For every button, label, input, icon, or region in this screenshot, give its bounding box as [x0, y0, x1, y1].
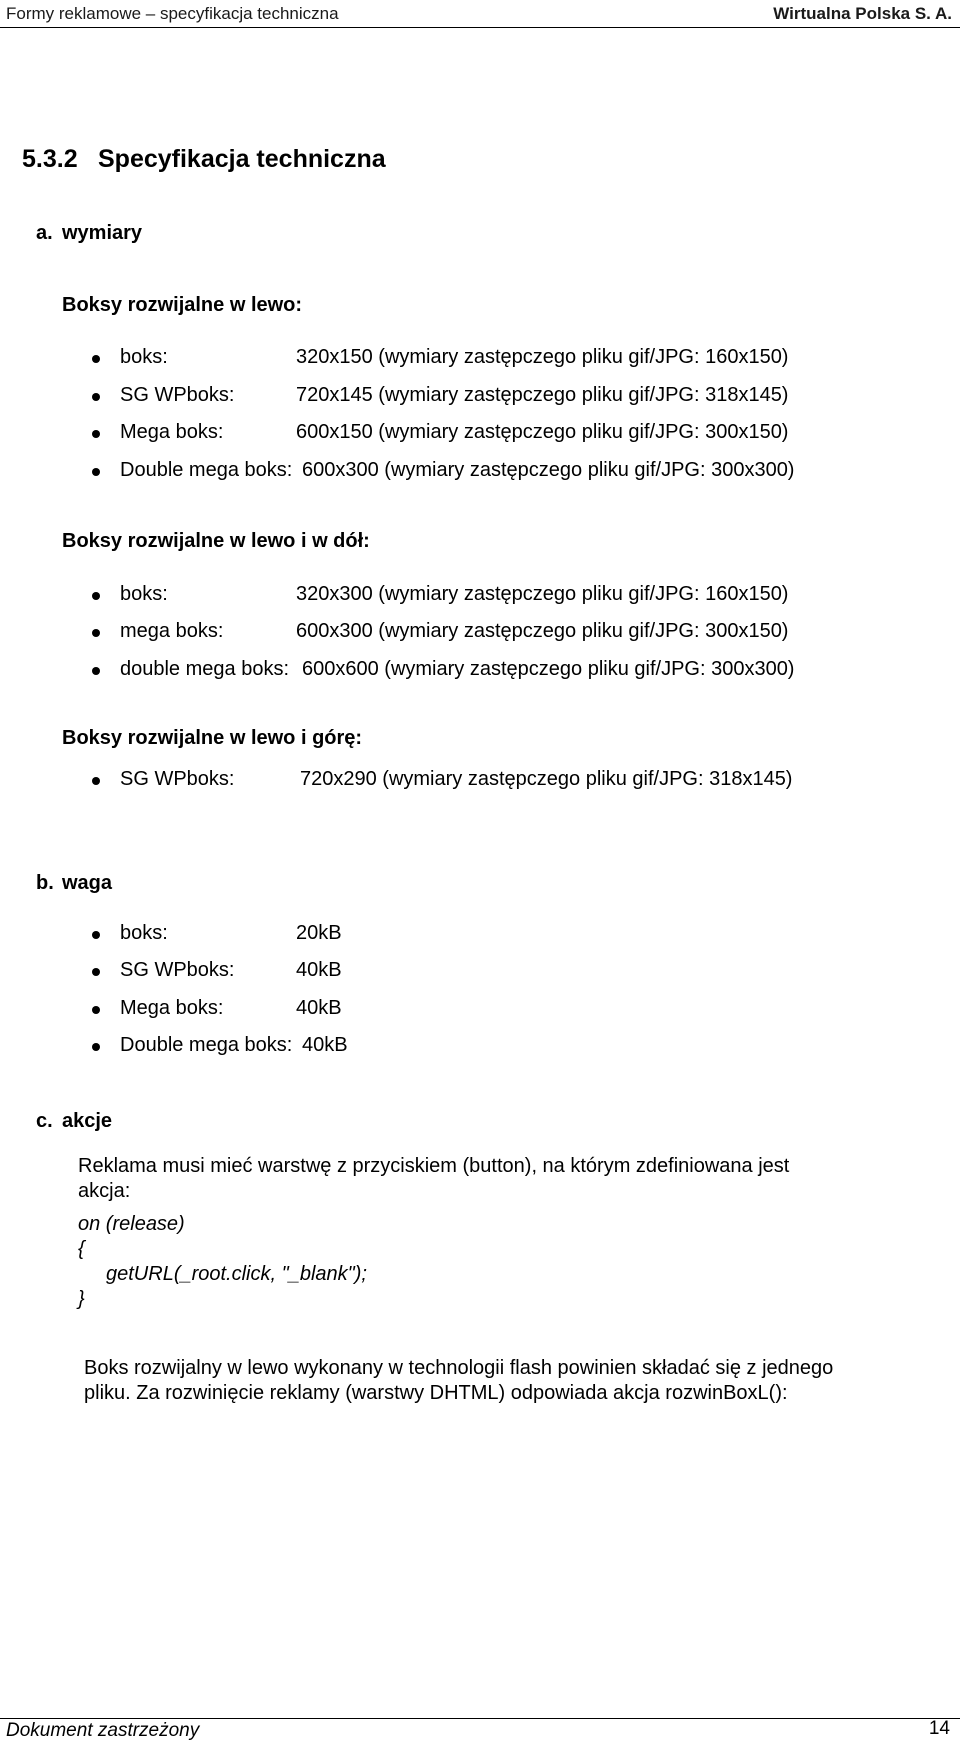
list-item-name: Double mega boks:	[120, 459, 293, 481]
list-item-value: 600x600 (wymiary zastępczego pliku gif/JPG: 300x300)	[302, 658, 795, 680]
bullet	[92, 468, 100, 476]
paragraph-line: pliku. Za rozwinięcie reklamy (warstwy DHTML) odpowiada akcja rozwinBoxL():	[84, 1382, 788, 1404]
group2-heading: Boksy rozwijalne w lewo i w dół:	[62, 530, 370, 552]
list-item-value: 600x300 (wymiary zastępczego pliku gif/JPG: 300x150)	[296, 620, 789, 642]
code-line: on (release)	[78, 1213, 185, 1235]
group3-heading: Boksy rozwijalne w lewo i górę:	[62, 727, 363, 749]
section-c-title: akcje	[62, 1110, 113, 1132]
list-item-value: 320x300 (wymiary zastępczego pliku gif/JPG: 160x150)	[296, 583, 789, 605]
list-item-name: SG WPboks:	[120, 768, 235, 790]
group1-heading: Boksy rozwijalne w lewo:	[62, 294, 303, 316]
bullet	[92, 1006, 100, 1014]
list-item-value: 600x300 (wymiary zastępczego pliku gif/JPG: 300x300)	[302, 459, 795, 481]
code-line: {	[78, 1238, 85, 1260]
list-item-name: boks:	[120, 346, 168, 368]
list-item-name: boks:	[120, 583, 168, 605]
list-item-name: Mega boks:	[120, 421, 224, 443]
list-item-value: 40kB	[302, 1034, 348, 1056]
header-title: Formy reklamowe – specyfikacja techniczna	[6, 4, 339, 23]
section-number: 5.3.2	[22, 145, 78, 173]
bullet	[92, 629, 100, 637]
list-item-name: boks:	[120, 922, 168, 944]
header-rule	[0, 27, 960, 28]
footer-rule	[0, 1718, 960, 1719]
code-line: getURL(_root.click, "_blank");	[106, 1263, 367, 1285]
list-item-name: SG WPboks:	[120, 959, 235, 981]
section-b-label: b.	[36, 872, 54, 894]
section-a-title: wymiary	[62, 222, 143, 244]
list-item-value: 40kB	[296, 997, 342, 1019]
list-item-name: Mega boks:	[120, 997, 224, 1019]
list-item-value: 320x150 (wymiary zastępczego pliku gif/JPG: 160x150)	[296, 346, 789, 368]
page-number: 14	[928, 1718, 950, 1739]
section-c-label: c.	[36, 1110, 53, 1132]
paragraph-line: akcja:	[78, 1180, 131, 1202]
list-item-name: mega boks:	[120, 620, 224, 642]
paragraph-line: Reklama musi mieć warstwę z przyciskiem (button), na którym zdefiniowana jest	[78, 1155, 790, 1177]
list-item-value: 600x150 (wymiary zastępczego pliku gif/JPG: 300x150)	[296, 421, 789, 443]
bullet	[92, 1043, 100, 1051]
list-item-value: 720x290 (wymiary zastępczego pliku gif/JPG: 318x145)	[300, 768, 793, 790]
bullet	[92, 355, 100, 363]
section-a-label: a.	[36, 222, 53, 244]
header-company: Wirtualna Polska S. A.	[773, 4, 952, 23]
bullet	[92, 968, 100, 976]
bullet	[92, 430, 100, 438]
list-item-name: Double mega boks:	[120, 1034, 293, 1056]
section-b-title: waga	[62, 872, 113, 894]
list-item-value: 20kB	[296, 922, 342, 944]
footer-note: Dokument zastrzeżony	[6, 1720, 200, 1741]
paragraph-line: Boks rozwijalny w lewo wykonany w technologii flash powinien składać się z jednego	[84, 1357, 834, 1379]
section-title: Specyfikacja techniczna	[98, 145, 386, 173]
code-line: }	[78, 1288, 85, 1310]
list-item-value: 720x145 (wymiary zastępczego pliku gif/JPG: 318x145)	[296, 384, 789, 406]
list-item-name: double mega boks:	[120, 658, 290, 680]
list-item-value: 40kB	[296, 959, 342, 981]
list-item-name: SG WPboks:	[120, 384, 235, 406]
bullet	[92, 592, 100, 600]
bullet	[92, 667, 100, 675]
bullet	[92, 393, 100, 401]
bullet	[92, 777, 100, 785]
bullet	[92, 931, 100, 939]
